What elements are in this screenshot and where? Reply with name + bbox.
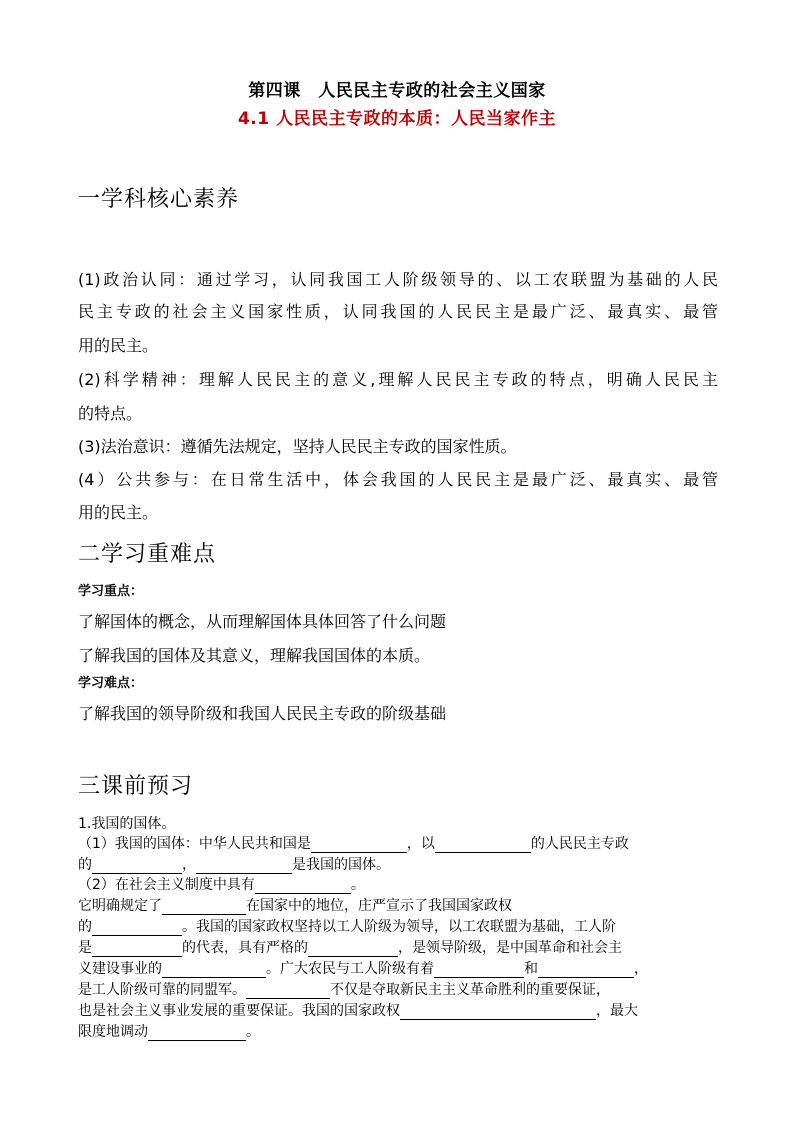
difficult-points-label: 学习难点： (78, 676, 144, 691)
answer-blank[interactable] (148, 1026, 246, 1041)
paragraph-line: 民主专政的社会主义国家性质，认同我国的人民民主是最广泛、最真实、最管 (78, 302, 718, 321)
section-heading-preview: 三课前预习 (78, 774, 194, 799)
fill-line: 限度地调动 。 (78, 1024, 260, 1040)
key-point-line: 了解国体的概念，从而理解国体具体回答了什么问题 (78, 612, 447, 631)
answer-blank[interactable] (311, 838, 407, 853)
fill-line: 是 的代表，具有严格的 ，是领导阶级，是中国革命和社会主 (78, 940, 622, 956)
answer-blank[interactable] (308, 942, 398, 957)
answer-blank[interactable] (434, 963, 524, 978)
fill-line: 也是社会主义事业发展的重要保证。我国的国家政权 ，最大 (78, 1003, 638, 1019)
answer-blank[interactable] (162, 963, 266, 978)
answer-blank[interactable] (92, 921, 182, 936)
answer-blank[interactable] (246, 984, 330, 999)
paragraph-line: (4）公共参与：在日常生活中，体会我国的人民民主是最广泛、最真实、最管 (78, 470, 718, 489)
difficult-point-line: 了解我国的领导阶级和我国人民民主专政的阶级基础 (78, 704, 447, 723)
fill-line: 的 。我国的国家政权坚持以工人阶级为领导，以工农联盟为基础，工人阶 (78, 919, 616, 935)
paragraph-line: 用的民主。 (78, 503, 159, 522)
answer-blank[interactable] (92, 942, 182, 957)
key-points-label: 学习重点： (78, 584, 144, 599)
answer-blank[interactable] (435, 838, 531, 853)
answer-blank[interactable] (255, 879, 351, 894)
key-point-line: 了解我国的国体及其意义，理解我国国体的本质。 (78, 646, 431, 665)
fill-line: 的 ， 是我国的国体。 (78, 857, 390, 873)
paragraph-line: (3)法治意识：遵循先法规定，坚持人民民主专政的国家性质。 (78, 437, 517, 456)
lesson-subtitle: 4.1 人民民主专政的本质：人民当家作主 (237, 109, 557, 129)
paragraph-line: 的特点。 (78, 404, 143, 423)
answer-blank[interactable] (196, 859, 292, 874)
lesson-title: 第四课 人民民主专政的社会主义国家 (248, 81, 546, 101)
answer-blank[interactable] (162, 900, 246, 915)
fill-line: 它明确规定了 在国家中的地位，庄严宣示了我国国家政权 (78, 898, 512, 914)
paragraph-line: (2)科学精神：理解人民民主的意义,理解人民民主专政的特点，明确人民民主 (78, 370, 718, 389)
preview-item-title: 1.我国的国体。 (78, 816, 176, 832)
section-heading-core-literacy: 一学科核心素养 (78, 187, 240, 212)
answer-blank[interactable] (538, 963, 634, 978)
fill-line: （2）在社会主义制度中具有 。 (78, 877, 365, 893)
fill-line: 义建设事业的 。广大农民与工人阶级有着 和 ， (78, 961, 648, 977)
fill-line: 是工人阶级可靠的同盟军。 不仅是夺取新民主主义革命胜利的重要保证， (78, 982, 610, 998)
paragraph-line: 用的民主。 (78, 336, 159, 355)
section-heading-key-points: 二学习重难点 (78, 542, 217, 567)
answer-blank[interactable] (400, 1005, 596, 1020)
answer-blank[interactable] (92, 859, 182, 874)
paragraph-line: (1)政治认同：通过学习，认同我国工人阶级领导的、以工农联盟为基础的人民 (78, 270, 718, 289)
fill-line: （1）我国的国体：中华人民共和国是 ，以 的人民民主专政 (78, 836, 629, 852)
